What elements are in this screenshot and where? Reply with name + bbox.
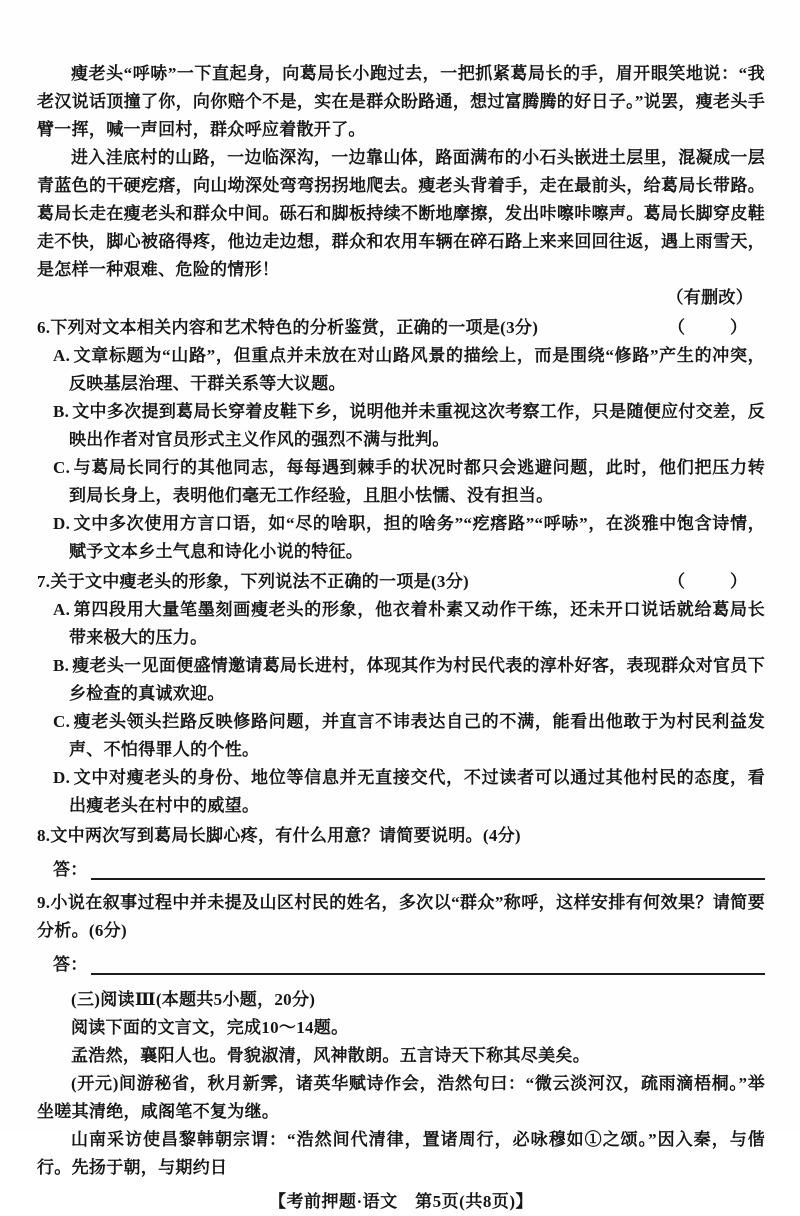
question-7-option-a: A. 第四段用大量笔墨刻画瘦老头的形象，他衣着朴素又动作干练，还未开口说话就给葛局长带来极大的压力。 bbox=[53, 600, 765, 647]
question-6-answer-bracket: （ ） bbox=[668, 318, 761, 337]
classical-paragraph-3: 山南采访使昌黎韩朝宗谓：“浩然间代清律，置诸周行，必咏穆如①之颂。”因入秦，与偕行。先扬于朝，与期约日 bbox=[37, 1130, 765, 1177]
question-6-option-a: A. 文章标题为“山路”，但重点并未放在对山路风景的描绘上，而是围绕“修路”产生的冲突，反映基层治理、干群关系等大议题。 bbox=[53, 346, 765, 393]
question-6-stem: 6.下列对文本相关内容和艺术特色的分析鉴赏，正确的一项是(3分) bbox=[37, 318, 539, 337]
question-9-stem: 9.小说在叙事过程中并未提及山区村民的姓名，多次以“群众”称呼，这样安排有何效果？请简要分析。(6分) bbox=[37, 893, 765, 940]
classical-paragraph-1: 孟浩然，襄阳人也。骨貌淑清，风神散朗。五言诗天下称其尽美矣。 bbox=[71, 1046, 590, 1065]
question-8-stem: 8.文中两次写到葛局长脚心疼，有什么用意？请简要说明。(4分) bbox=[37, 826, 521, 845]
question-8-answer-blank bbox=[91, 877, 765, 880]
question-7-option-d: D. 文中对瘦老头的身份、地位等信息并无直接交代，不过读者可以通过其他村民的态度，看出瘦老头在村中的威望。 bbox=[53, 768, 765, 815]
passage-paragraph-2: 进入洼底村的山路，一边临深沟，一边靠山体，路面满布的小石头嵌进土层里，混凝成一层青蓝色的干硬疙瘩，向山坳深处弯弯拐拐地爬去。瘦老头背着手，走在最前头，给葛局长带路。葛局长走在瘦老头和群众中间。砾石和脚板持续不断地摩擦，发出咔嚓咔嚓声。葛局长脚穿皮鞋走不快，脚心被硌得疼，他边走边想，群众和农用车辆在碎石路上来来回回往返，遇上雨雪天，是怎样一种艰难、危险的情形！ bbox=[37, 148, 765, 279]
passage-paragraph-1: 瘦老头“呼哧”一下直起身，向葛局长小跑过去，一把抓紧葛局长的手，眉开眼笑地说：“我老汉说话顶撞了你，向你赔个不是，实在是群众盼路通，想过富腾腾的好日子。”说罢，瘦老头手臂一挥，喊一声回村，群众呼应着散开了。 bbox=[37, 64, 765, 139]
question-7-number: 7. bbox=[37, 572, 51, 591]
question-7-answer-bracket: （ ） bbox=[668, 572, 761, 591]
question-7-option-c: C. 瘦老头领头拦路反映修路问题，并直言不讳表达自己的不满，能看出他敢于为村民利益发声、不怕得罪人的个性。 bbox=[53, 712, 765, 759]
question-8-answer-row bbox=[53, 856, 765, 884]
classical-paragraph-2: (开元)间游秘省，秋月新霁，诸英华赋诗作会，浩然句曰：“微云淡河汉，疏雨滴梧桐。”举坐嗟其清绝，咸阁笔不复为继。 bbox=[37, 1074, 765, 1121]
question-9-answer-label: 答： bbox=[53, 955, 88, 974]
question-6 bbox=[37, 314, 765, 566]
question-6-number: 6. bbox=[37, 318, 51, 337]
question-9-number: 9. bbox=[37, 893, 51, 912]
question-6-option-c: C. 与葛局长同行的其他同志，每每遇到棘手的状况时都只会逃避问题，此时，他们把压力转到局长身上，表明他们毫无工作经验，且胆小怯懦、没有担当。 bbox=[53, 458, 765, 505]
question-6-stem-row bbox=[37, 314, 765, 342]
question-8-answer-label: 答： bbox=[53, 860, 88, 879]
passage-attribution: （有删改） bbox=[666, 288, 753, 307]
question-7-stem-row bbox=[37, 568, 765, 596]
question-7-stem: 7.关于文中瘦老头的形象，下列说法不正确的一项是(3分) bbox=[37, 572, 469, 591]
question-7 bbox=[37, 568, 765, 820]
question-9-answer-blank bbox=[91, 972, 765, 975]
question-7-option-b: B. 瘦老头一见面便盛情邀请葛局长进村，体现其作为村民代表的淳朴好客，表现群众对官员下乡检查的真诚欢迎。 bbox=[53, 656, 765, 703]
section-3-intro: 阅读下面的文言文，完成10～14题。 bbox=[71, 1018, 349, 1037]
question-6-option-d: D. 文中多次使用方言口语，如“尽的啥职，担的啥务”“疙瘩路”“呼哧”，在淡雅中饱含诗情，赋予文本乡土气息和诗化小说的特征。 bbox=[53, 514, 765, 561]
question-8-number: 8. bbox=[37, 826, 51, 845]
section-3-heading: (三)阅读Ⅲ(本题共5小题，20分) bbox=[71, 990, 316, 1009]
question-9-answer-row bbox=[53, 951, 765, 979]
page-footer: 【考前押题·语文 第5页(共8页)】 bbox=[269, 1192, 533, 1211]
question-9 bbox=[37, 889, 765, 979]
question-6-option-b: B. 文中多次提到葛局长穿着皮鞋下乡，说明他并未重视这次考察工作，只是随便应付交差，反映出作者对官员形式主义作风的强烈不满与批判。 bbox=[53, 402, 765, 449]
question-8 bbox=[37, 822, 765, 884]
